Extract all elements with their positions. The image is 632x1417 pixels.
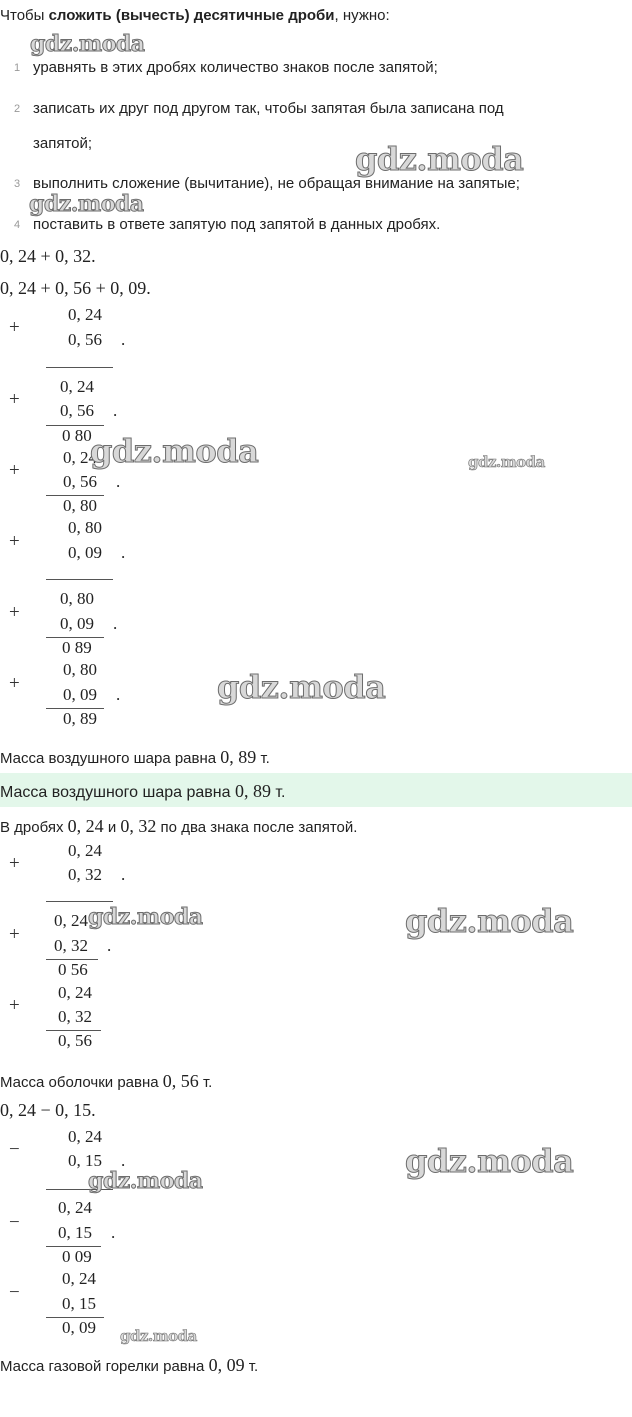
statement-value: 0, 56 — [162, 1071, 199, 1091]
plus-sign: + — [9, 317, 20, 338]
addend-b: 0, 56 — [63, 472, 97, 491]
watermark: gdz.moda — [355, 140, 524, 178]
rule-2-text: записать их друг под другом так, чтобы запятая была записана под — [33, 100, 504, 117]
statement-unit: т. — [244, 1358, 259, 1375]
addend-a: 0, 24 — [68, 841, 102, 860]
partial-result: 0 56 — [58, 960, 88, 979]
fraction-b: 0, 32 — [120, 816, 157, 836]
statement-unit: т. — [198, 1074, 213, 1091]
addend-a: 0, 80 — [63, 660, 97, 679]
minuend: 0, 24 — [58, 1198, 92, 1217]
statement-text: В дробях — [0, 819, 68, 836]
statement-text: Масса воздушного шара равна — [0, 750, 221, 767]
addend-b: 0, 32 — [68, 865, 102, 884]
addend-b: 0, 56 — [60, 401, 94, 420]
watermark: gdz.moda — [29, 191, 144, 217]
subtrahend: 0, 15 — [68, 1151, 102, 1170]
fraction-a: 0, 24 — [67, 816, 104, 836]
addend-a: 0, 24 — [54, 911, 88, 930]
plus-sign: + — [9, 995, 20, 1016]
plus-sign: + — [9, 460, 20, 481]
plus-sign: + — [9, 924, 20, 945]
rule-4-text: поставить в ответе запятую под запятой в данных дробях. — [33, 216, 441, 233]
watermark: gdz.moda — [405, 1142, 574, 1180]
sum-line — [46, 367, 113, 368]
addend-a: 0, 24 — [63, 448, 97, 467]
expression-3: 0, 24 − 0, 15. — [0, 1100, 96, 1120]
addend-b: 0, 09 — [63, 685, 97, 704]
plus-sign: + — [9, 389, 20, 410]
balloon-mass-answer — [0, 781, 285, 802]
watermark: gdz.moda — [88, 1168, 203, 1194]
plus-sign: + — [9, 531, 20, 552]
addend-a: 0, 24 — [58, 983, 92, 1002]
plus-sign: + — [9, 853, 20, 874]
addend-b: 0, 32 — [54, 936, 88, 955]
statement-text: Масса воздушного шара равна — [0, 784, 235, 801]
statement-text: Масса газовой горелки равна — [0, 1358, 209, 1375]
expression-2: 0, 24 + 0, 56 + 0, 09. — [0, 278, 151, 298]
subtrahend: 0, 15 — [62, 1294, 96, 1313]
watermark: gdz.moda — [405, 902, 574, 940]
rule-2-continuation: запятой; — [33, 135, 93, 152]
intro-bold: сложить (вычесть) десятичные дроби — [48, 7, 335, 24]
addend-b: 0, 09 — [60, 614, 94, 633]
plus-sign: + — [9, 673, 20, 694]
dot: . — [121, 865, 126, 884]
burner-mass-statement — [0, 1355, 258, 1376]
final-result: 0, 09 — [62, 1318, 96, 1337]
watermark: gdz.moda — [88, 904, 203, 930]
sum-line — [46, 579, 113, 580]
shell-mass-statement — [0, 1071, 212, 1092]
statement-value: 0, 89 — [234, 781, 271, 801]
watermark: gdz.moda — [468, 453, 545, 471]
balloon-mass-statement — [0, 747, 270, 768]
addend-b: 0, 56 — [68, 330, 102, 349]
rule-3-text: выполнить сложение (вычитание), не обращая внимание на запятые; — [33, 175, 520, 192]
minuend: 0, 24 — [68, 1127, 102, 1146]
addend-b: 0, 09 — [68, 543, 102, 562]
rule-2-marker: 2 — [14, 103, 21, 115]
minus-sign: − — [9, 1139, 20, 1160]
addend-a: 0, 80 — [68, 518, 102, 537]
dot: . — [111, 1223, 116, 1242]
dot: . — [113, 614, 118, 633]
sum-line — [46, 901, 113, 902]
rule-1-marker: 1 — [14, 62, 21, 74]
addend-a: 0, 80 — [60, 589, 94, 608]
partial-result: 0 89 — [62, 638, 92, 657]
statement-value: 0, 09 — [208, 1355, 245, 1375]
final-result: 0, 56 — [58, 1031, 92, 1050]
intro-prefix: Чтобы — [0, 7, 49, 24]
partial-result: 0 80 — [62, 426, 92, 445]
addend-a: 0, 24 — [68, 305, 102, 324]
intro-suffix: , нужно: — [334, 7, 390, 24]
statement-value: 0, 89 — [220, 747, 257, 767]
dot: . — [121, 1151, 126, 1170]
intro-line — [0, 7, 390, 24]
statement-unit: т. — [270, 784, 286, 801]
statement-text: Масса оболочки равна — [0, 1074, 163, 1091]
statement-unit: т. — [256, 750, 270, 767]
dot: . — [121, 543, 126, 562]
watermark: gdz.moda — [90, 432, 259, 470]
watermark: gdz.moda — [120, 1327, 197, 1345]
watermark: gdz.moda — [30, 31, 145, 57]
final-result: 0, 89 — [63, 709, 97, 728]
minuend: 0, 24 — [62, 1269, 96, 1288]
conjunction: и — [103, 819, 121, 836]
addend-a: 0, 24 — [60, 377, 94, 396]
subtrahend: 0, 15 — [58, 1223, 92, 1242]
final-result: 0, 80 — [63, 496, 97, 515]
dot: . — [121, 330, 126, 349]
expression-1: 0, 24 + 0, 32. — [0, 246, 96, 266]
addend-b: 0, 32 — [58, 1007, 92, 1026]
dot: . — [116, 472, 121, 491]
plus-sign: + — [9, 602, 20, 623]
statement-tail: по два знака после запятой. — [156, 819, 358, 836]
minus-sign: − — [9, 1282, 20, 1303]
rule-3-marker: 3 — [14, 178, 21, 190]
watermark: gdz.moda — [217, 668, 386, 706]
two-digits-statement — [0, 816, 357, 837]
rule-1-text: уравнять в этих дробях количество знаков после запятой; — [33, 59, 438, 76]
rule-4-marker: 4 — [14, 219, 21, 231]
dot: . — [113, 401, 118, 420]
minus-sign: − — [9, 1212, 20, 1233]
dot: . — [107, 936, 112, 955]
dot: . — [116, 685, 121, 704]
partial-result: 0 09 — [62, 1247, 92, 1266]
